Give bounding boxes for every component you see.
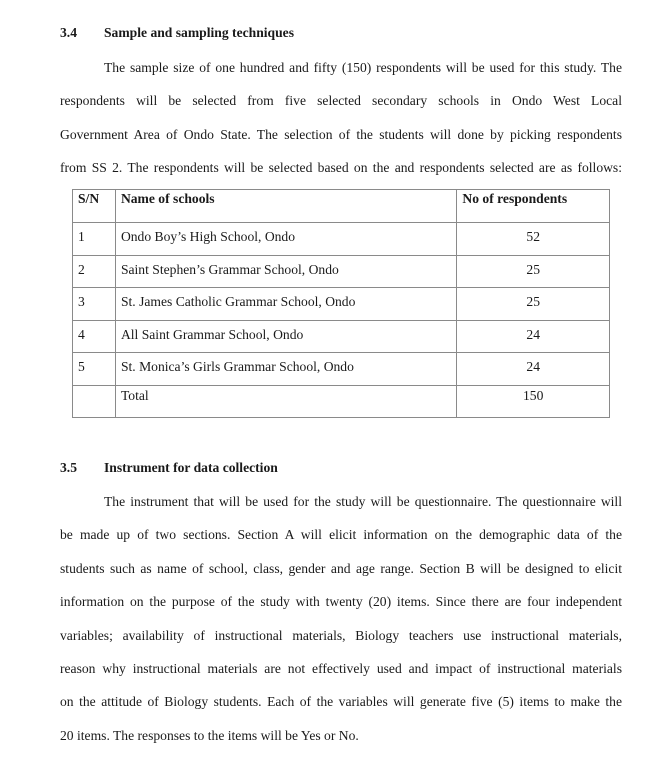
paragraph-line: information on the purpose of the study with twenty (20) items. Since there are four independent xyxy=(60,594,622,610)
section-heading-3-5 xyxy=(60,460,278,476)
cell-sn: 5 xyxy=(73,353,116,386)
cell-school-name: St. Monica’s Girls Grammar School, Ondo xyxy=(115,353,456,386)
table-total-row xyxy=(73,385,610,418)
total-label: Total xyxy=(115,385,456,418)
header-respondents: No of respondents xyxy=(457,190,610,223)
section-title: Sample and sampling techniques xyxy=(104,25,294,40)
cell-sn: 3 xyxy=(73,288,116,321)
paragraph-line: The sample size of one hundred and fifty (150) respondents will be used for this study. The xyxy=(104,60,622,75)
table-row xyxy=(73,288,610,321)
cell-school-name: St. James Catholic Grammar School, Ondo xyxy=(115,288,456,321)
cell-respondents: 24 xyxy=(457,320,610,353)
respondents-table xyxy=(72,189,610,418)
table-row xyxy=(73,255,610,288)
cell-school-name: Ondo Boy’s High School, Ondo xyxy=(115,223,456,256)
paragraph-line: variables; availability of instructional materials, Biology teachers use instructional materials, xyxy=(60,627,622,643)
cell-empty xyxy=(73,385,116,418)
paragraph-line: from SS 2. The respondents will be selected based on the and respondents selected are as follows: xyxy=(60,160,622,176)
section-number: 3.4 xyxy=(60,25,77,40)
paragraph-line: on the attitude of Biology students. Each of the variables will generate five (5) items to make the xyxy=(60,694,622,710)
table-row xyxy=(73,353,610,386)
table-header-row xyxy=(73,190,610,223)
cell-school-name: All Saint Grammar School, Ondo xyxy=(115,320,456,353)
cell-respondents: 25 xyxy=(457,288,610,321)
cell-school-name: Saint Stephen’s Grammar School, Ondo xyxy=(115,255,456,288)
section-title: Instrument for data collection xyxy=(104,460,278,475)
section-number: 3.5 xyxy=(60,460,77,475)
cell-sn: 2 xyxy=(73,255,116,288)
paragraph-line: students such as name of school, class, gender and age range. Section B will be designed to elicit xyxy=(60,560,622,576)
paragraph-line: Government Area of Ondo State. The selection of the students will done by picking respondents xyxy=(60,126,622,142)
instrument-paragraph xyxy=(60,493,622,760)
paragraph-line: respondents will be selected from five selected secondary schools in Ondo West Local xyxy=(60,93,622,109)
cell-sn: 1 xyxy=(73,223,116,256)
paragraph-line: reason why instructional materials are not effectively used and impact of instructional materials xyxy=(60,660,622,676)
header-school-name: Name of schools xyxy=(115,190,456,223)
paragraph-line: The instrument that will be used for the study will be questionnaire. The questionnaire will xyxy=(104,494,622,509)
table-row xyxy=(73,223,610,256)
paragraph-line: be made up of two sections. Section A will elicit information on the demographic data of the xyxy=(60,527,622,543)
cell-sn: 4 xyxy=(73,320,116,353)
header-sn: S/N xyxy=(73,190,116,223)
table-row xyxy=(73,320,610,353)
cell-respondents: 52 xyxy=(457,223,610,256)
paragraph-line: 20 items. The responses to the items will be Yes or No. xyxy=(60,727,359,743)
cell-respondents: 24 xyxy=(457,353,610,386)
total-value: 150 xyxy=(457,385,610,418)
sampling-paragraph xyxy=(60,59,622,193)
section-heading-3-4 xyxy=(60,25,294,41)
cell-respondents: 25 xyxy=(457,255,610,288)
